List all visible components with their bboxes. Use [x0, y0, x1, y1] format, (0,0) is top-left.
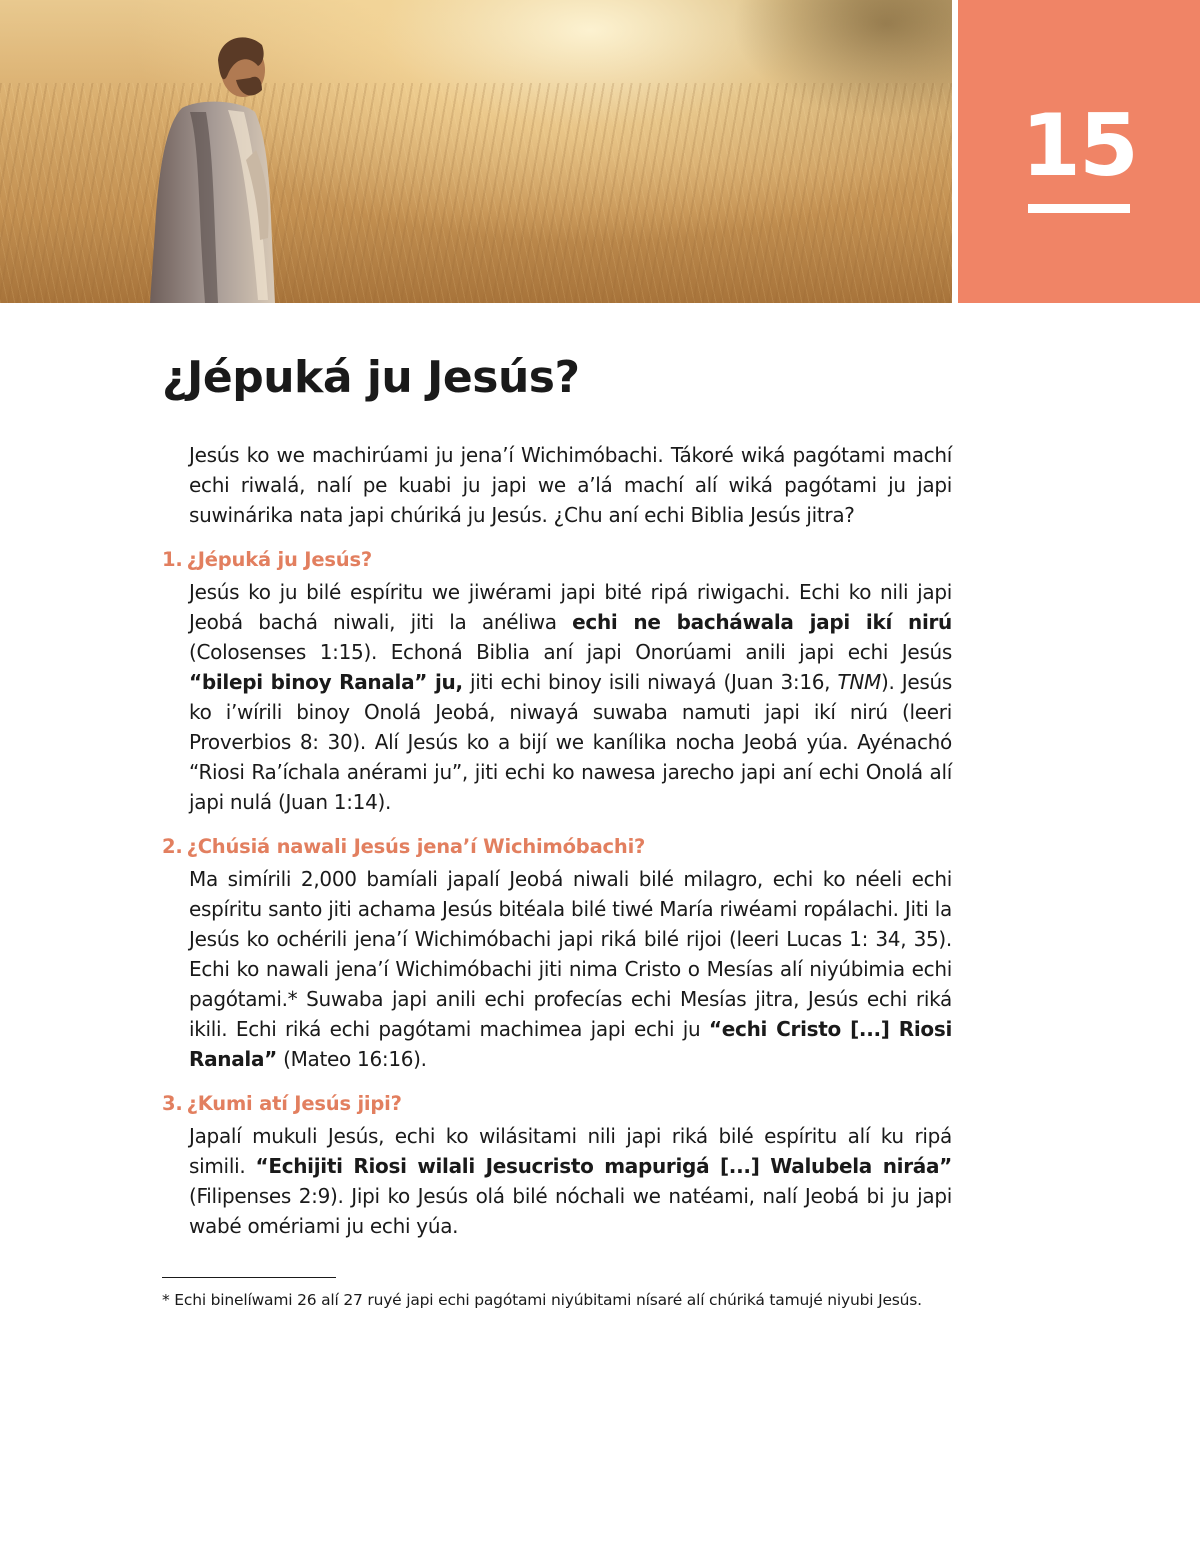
text-run: (Mateo 16:16). — [277, 1047, 427, 1071]
main-content — [162, 440, 952, 1241]
text-run: Ma simírili 2,000 bamíali japalí Jeobá niwali bilé milagro, echi ko néeli echi espíritu santo jiti achama Jesús bitéala bilé tiwé María riwéami ropálachi. Jiti la Jesús ko ochérili jena’í Wichimóbachi japi riká bilé rijoi (leeri Lucas 1: 34, 35). Echi ko nawali jena’í Wichimóbachi jiti nima Cristo o Mesías alí niyúbimia echi pagótami.* Suwaba japi anili echi profecías echi Mesías jitra, Jesús echi riká ikili. Echi riká echi pagótami machimea japi echi ju — [189, 867, 952, 1041]
chapter-number: 15 — [1021, 96, 1137, 196]
chapter-underline — [1028, 204, 1130, 213]
section-paragraph — [189, 1121, 952, 1241]
bold-text-run: “echi Cristo [...] Riosi Ranala” — [189, 1017, 953, 1071]
section-heading-text: ¿Chúsiá nawali Jesús jena’í Wichimóbachi? — [186, 835, 646, 858]
section-number: 3. — [162, 1092, 183, 1115]
section-1 — [162, 548, 952, 817]
text-run: (Filipenses 2:9). Jipi ko Jesús olá bilé nóchali we natéami, nalí Jeobá bi ju japi wabé omériami ju echi yúa. — [189, 1184, 952, 1238]
page-title: ¿Jépuká ju Jesús? — [162, 352, 580, 403]
section-paragraph — [189, 577, 952, 817]
walking-man-illustration — [0, 0, 952, 303]
bold-text-run: “Echijiti Riosi wilali Jesucristo mapurigá [...] Walubela niráa” — [255, 1154, 952, 1178]
section-heading-text: ¿Jépuká ju Jesús? — [186, 548, 372, 571]
section-paragraph — [189, 864, 952, 1074]
hero-photo — [0, 0, 952, 303]
section-number: 1. — [162, 548, 183, 571]
chapter-number-box — [958, 0, 1200, 303]
text-run: jiti echi binoy isili niwayá (Juan 3:16, — [462, 670, 838, 694]
section-heading — [162, 548, 952, 571]
section-2 — [162, 835, 952, 1074]
intro-paragraph: Jesús ko we machirúami ju jena’í Wichimóbachi. Tákoré wiká pagótami machí echi riwalá, nalí pe kuabi ju japi we a’lá machí alí wiká pagótami ju japi suwinárika nata japi chúriká ju Jesús. ¿Chu aní echi Biblia Jesús jitra? — [189, 443, 952, 527]
section-number: 2. — [162, 835, 183, 858]
italic-text-run: TNM — [837, 670, 881, 694]
text-run: Jesús ko ju bilé espíritu we jiwérami japi bité ripá riwigachi. Echi ko nili japi Jeobá bachá niwali, jiti la anéliwa — [189, 580, 952, 634]
section-heading-text: ¿Kumi atí Jesús jipi? — [186, 1092, 402, 1115]
bold-text-run: “bilepi binoy Ranala” ju, — [189, 670, 463, 694]
text-run: ). Jesús ko i’wírili binoy Onolá Jeobá, niwayá suwaba namuti japi ikí nirú (leeri Proverbios 8: 30). Alí Jesús ko a bijí we kanílika nocha Jeobá yúa. Ayénachó “Riosi Ra’íchala anérami ju”, jiti echi ko nawesa jarecho japi aní echi Onolá alí japi nulá (Juan 1:14). — [189, 670, 952, 814]
text-run: Japalí mukuli Jesús, echi ko wilásitami nili japi riká bilé espíritu alí ku ripá simili. — [189, 1124, 952, 1178]
footnote: * Echi binelíwami 26 alí 27 ruyé japi echi pagótami niyúbitami nísaré alí chúriká tamujé niyubi Jesús. — [162, 1291, 922, 1309]
section-3 — [162, 1092, 952, 1241]
footnote-divider — [162, 1277, 336, 1278]
text-run: (Colosenses 1:15). Echoná Biblia aní japi Onorúami anili japi echi Jesús — [189, 640, 952, 664]
section-heading — [162, 835, 952, 858]
section-heading — [162, 1092, 952, 1115]
bold-text-run: echi ne bacháwala japi ikí nirú — [572, 610, 952, 634]
